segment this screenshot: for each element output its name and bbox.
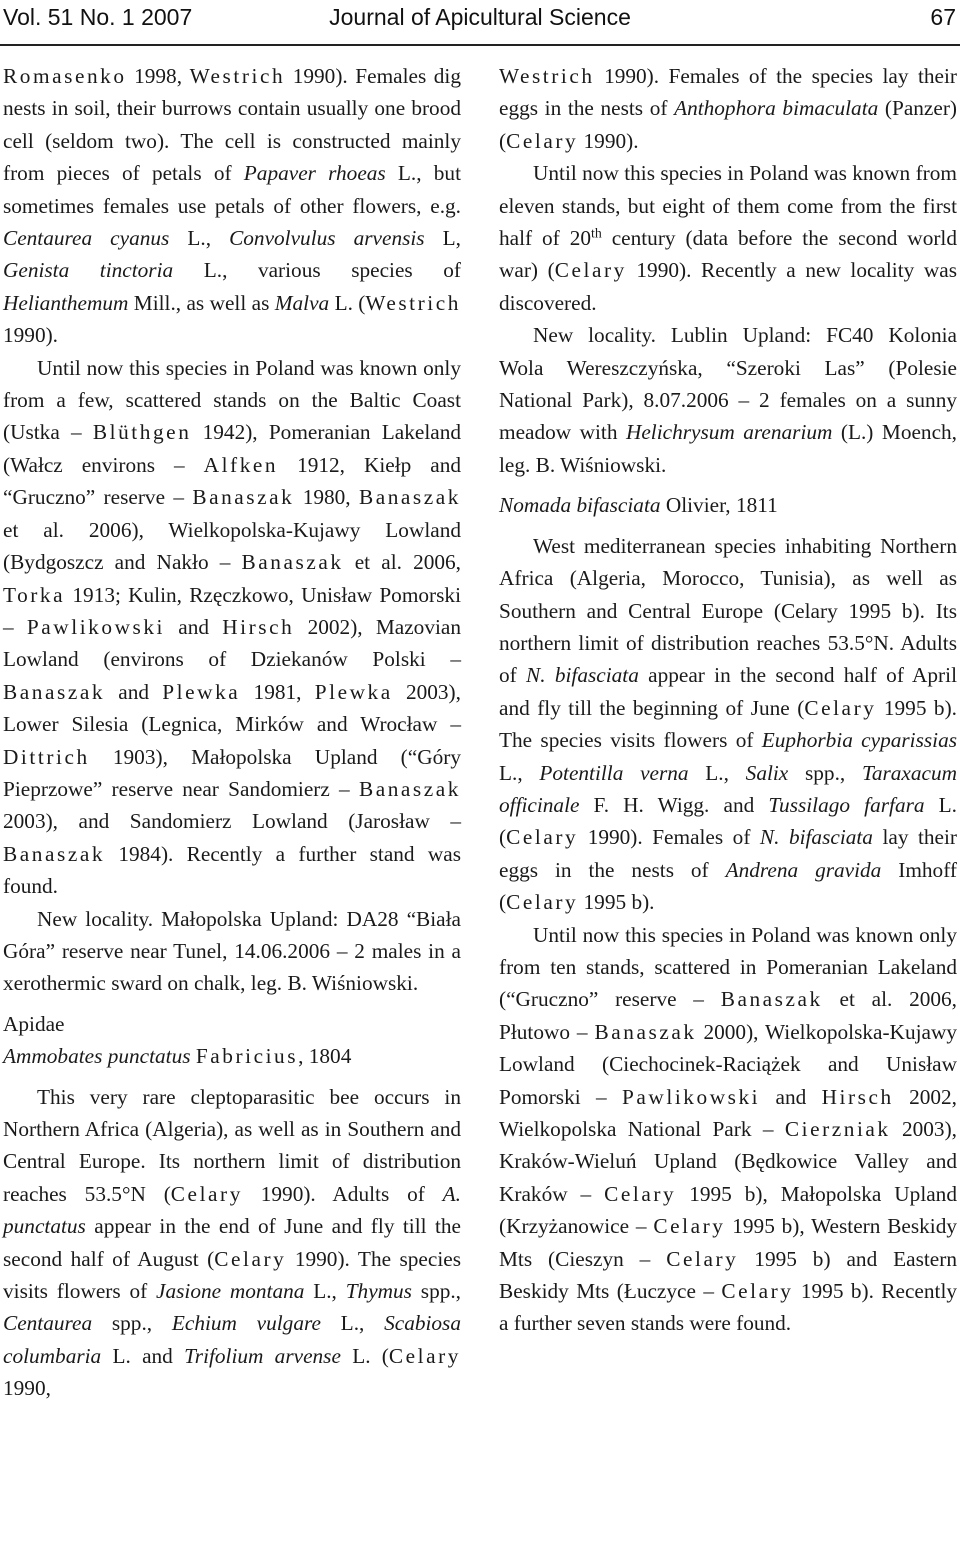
author-name: Westrich <box>365 290 461 315</box>
paragraph: Until now this species in Poland was known only from ten stands, scattered in Pomeranian Lakeland (“Gruczno” reserve – Banaszak et al. 2006, Płutowo – Banaszak 2000), Wielkopolska-Kujawy Lowland (Ciechocinek-Raciążek and Unisław Pomorski – Pawlikowski and Hirsch 2002, Wielkopolska National Park – Cierzniak 2003), Kraków-Wieluń Upland (Będkowice Valley and Kraków – Celary 1995 b), Małopolska Upland (Krzyżanowice – Celary 1995 b), Western Beskidy Mts (Cieszyn – Celary 1995 b) and Eastern Beskidy Mts (Łuczyce – Celary 1995 b). Recently a further seven stands were found. <box>499 922 958 1336</box>
author-name: Celary <box>506 890 579 915</box>
taxon-name: Convolvulus arvensis <box>229 226 425 251</box>
volume-issue: Vol. 51 No. 1 2007 <box>3 4 193 30</box>
paragraph: West mediterranean species inhabiting Northern Africa (Algeria, Morocco, Tunisia), as well as Southern and Central Europe (Celary 1995 b). Its northern limit of distribution reaches 53.5°N. Adults of N. bifasciata appear in the second half of April and fly till the beginning of June (Celary 1995 b). The species visits flowers of Euphorbia cyparissias L., Potentilla verna L., Salix spp., Taraxacum officinale F. H. Wigg. and Tussilago farfara L. (Celary 1990). Females of N. bifasciata lay their eggs in the nests of Andrena gravida Imhoff (Celary 1995 b). <box>499 533 958 915</box>
paragraph-new-locality: New locality. Lublin Upland: FC40 Kolonia Wola Wereszczyńska, “Szeroki Las” (Polesie National Park), 8.07.2006 – 2 females on a sunny meadow with Helichrysum arenarium (L.) Moench, leg. B. Wiśniowski. <box>499 323 957 477</box>
taxon-name: Trifolium arvense <box>184 1343 341 1368</box>
page-number: 67 <box>930 4 956 30</box>
author-name: Banaszak <box>358 485 461 510</box>
author-name: Cierzniak <box>784 1117 891 1141</box>
running-header <box>0 0 960 34</box>
author-name: Celary <box>554 258 627 283</box>
author-name: Banaszak <box>720 987 823 1012</box>
species-heading: Nomada bifasciata Olivier, 1811 <box>499 493 778 518</box>
author-name: Hirsch <box>222 614 295 639</box>
author-name: Banaszak <box>3 841 106 866</box>
author-name: Alfken <box>203 452 279 477</box>
taxon-name: Scabiosa columbaria <box>3 1311 461 1368</box>
taxon-name: Genista tinctoria <box>3 258 174 283</box>
right-column <box>499 60 957 1340</box>
taxon-name: A. punctatus <box>3 1181 462 1239</box>
paragraph: Until now this species in Poland was known only from a few, scattered stands on the Baltic Coast (Ustka – Blüthgen 1942), Pomeranian Lakeland (Wałcz environs – Alfken 1912, Kiełp and “Gruczno” reserve – Banaszak 1980, Banaszak et al. 2006), Wielkopolska-Kujawy Lowland (Bydgoszcz and Nakło – Banaszak et al. 2006, Torka 1913; Kulin, Rzęczkowo, Unisław Pomorski – Pawlikowski and Hirsch 2002), Mazovian Lowland (environs of Dziekanów Polski – Banaszak and Plewka 1981, Plewka 2003), Lower Silesia (Legnica, Mirków and Wrocław – Dittrich 1903), Małopolska Upland (“Góry Pieprzowe” reserve near Sandomierz – Banaszak 2003), and Sandomierz Lowland (Jarosław – Banaszak 1984). Recently a further stand was found. <box>3 355 462 899</box>
taxon-name: N. bifasciata <box>759 825 873 850</box>
taxon-name: Papaver rhoeas <box>243 161 386 186</box>
author-name: Celary <box>214 1246 287 1271</box>
taxon-name: Euphorbia cyparissias <box>761 728 957 753</box>
author-name: Celary <box>506 128 579 153</box>
header-rule <box>0 44 960 46</box>
taxon-name: Potentilla verna <box>539 760 689 785</box>
author-name: Plewka <box>162 679 241 704</box>
taxon-name: Anthophora bimaculata <box>674 96 879 121</box>
author-name: Banaszak <box>3 679 106 704</box>
author-name: Celary <box>506 825 579 850</box>
taxon-name: Malva <box>274 290 330 315</box>
author-name: Blüthgen <box>92 420 192 445</box>
author-name: Celary <box>653 1214 726 1239</box>
taxon-name: Thymus <box>345 1279 412 1304</box>
author-name: Celary <box>721 1279 794 1304</box>
taxon-name: Salix <box>745 760 789 785</box>
author-name: Fabricius <box>195 1044 299 1069</box>
taxon-name: Centaurea <box>3 1311 93 1336</box>
superscript: th <box>591 225 602 241</box>
taxon-name: Helichrysum arenarium <box>625 420 833 445</box>
author-name: Banaszak <box>241 550 344 575</box>
author-name: Celary <box>666 1246 739 1271</box>
paragraph: Westrich 1990). Females of the species lay their eggs in the nests of Anthophora bimaculata (Panzer) (Celary 1990). <box>499 64 958 153</box>
taxon-name: N. bifasciata <box>526 663 639 688</box>
left-column <box>3 60 461 1405</box>
author-name: Celary <box>170 1181 243 1206</box>
author-name: Banaszak <box>358 776 461 801</box>
paragraph: This very rare cleptoparasitic bee occurs in Northern Africa (Algeria), as well as in Southern and Central Europe. Its northern limit of distribution reaches 53.5°N (Celary 1990). Adults of A. punctatus appear in the end of June and fly till the second half of August (Celary 1990). The species visits flowers of Jasione montana L., Thymus spp., Centaurea spp., Echium vulgare L., Scabiosa columbaria L. and Trifolium arvense L. (Celary 1990, <box>3 1084 462 1401</box>
author-name: Dittrich <box>3 744 90 769</box>
taxon-name: Nomada bifasciata <box>499 493 661 518</box>
taxon-name: Andrena gravida <box>725 857 882 882</box>
taxon-name: Taraxacum officinale <box>499 760 957 817</box>
taxon-name: Echium vulgare <box>171 1311 321 1336</box>
paragraph: Until now this species in Poland was known from eleven stands, but eight of them come from the first half of 20th century (data before the second world war) (Celary 1990). Recently a new locality was discovered. <box>499 161 957 315</box>
paragraph-new-locality: New locality. Małopolska Upland: DA28 “Biała Góra” reserve near Tunel, 14.06.2006 – 2 males in a xerothermic sward on chalk, leg. B. Wiśniowski. <box>3 906 461 996</box>
taxon-name: Ammobates punctatus <box>3 1044 191 1069</box>
taxon-name: Tussilago farfara <box>768 792 925 817</box>
author-name: Pawlikowski <box>622 1084 761 1109</box>
author-name: Torka <box>3 582 66 607</box>
author-name: Celary <box>604 1181 677 1206</box>
species-heading: Ammobates punctatus Fabricius, 1804 <box>3 1044 352 1069</box>
author-name: Pawlikowski <box>26 614 166 639</box>
author-name: Plewka <box>314 679 393 704</box>
family-heading: Apidae <box>3 1011 65 1036</box>
taxon-name: Helianthemum <box>3 290 129 315</box>
author-name: Celary <box>388 1343 462 1368</box>
author-name: Hirsch <box>821 1084 894 1109</box>
author-name: Romasenko <box>3 64 127 88</box>
taxon-name: Jasione montana <box>156 1279 305 1304</box>
author-name: Banaszak <box>594 1019 697 1044</box>
author-name: Westrich <box>189 64 286 88</box>
author-name: Banaszak <box>192 485 295 510</box>
journal-title: Journal of Apicultural Science <box>329 4 631 30</box>
taxon-name: Centaurea cyanus <box>3 226 170 251</box>
author-name: Westrich <box>499 64 595 88</box>
author-name: Celary <box>804 695 877 720</box>
paragraph: Romasenko 1998, Westrich 1990). Females dig nests in soil, their burrows contain usually one brood cell (seldom two). The cell is constructed mainly from pieces of petals of Papaver rhoeas L., but sometimes females use petals of other flowers, e.g. Centaurea cyanus L., Convolvulus arvensis L, Genista tinctoria L., various species of Helianthemum Mill., as well as Malva L. (Westrich 1990). <box>3 64 461 348</box>
